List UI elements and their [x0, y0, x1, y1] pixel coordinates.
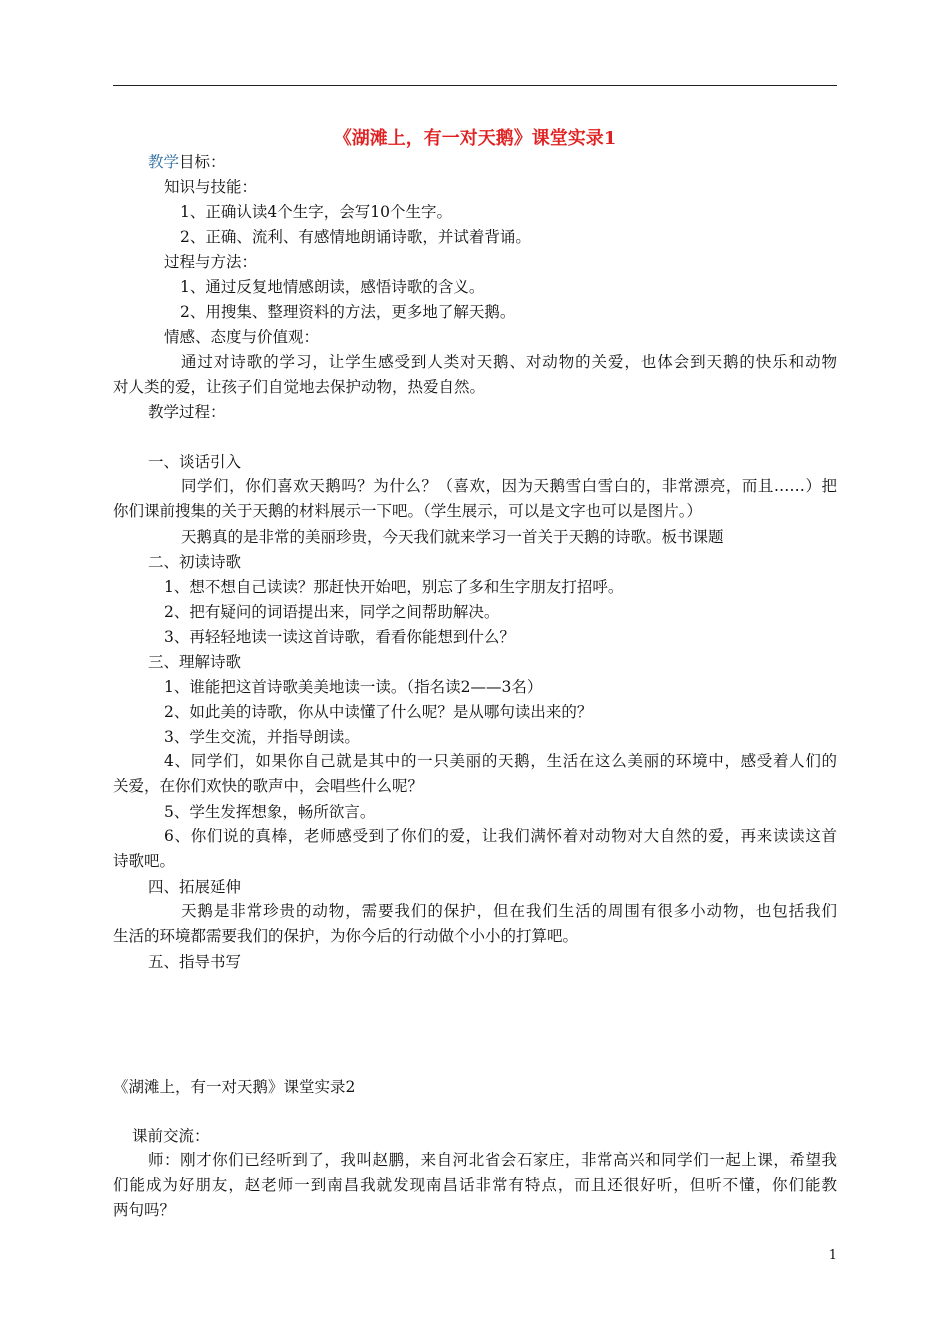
process-item-1: 1、通过反复地情感朗读，感悟诗歌的含义。: [180, 278, 485, 296]
record-2-title: 《湖滩上，有一对天鹅》课堂实录2: [113, 1078, 356, 1096]
teacher-paragraph: [113, 1148, 837, 1223]
emotion-line-2: 对人类的爱，让孩子们自觉地去保护动物，热爱自然。: [113, 378, 486, 396]
section-3-heading: 三、理解诗歌: [148, 653, 242, 671]
teacher-line-2: 们能成为好朋友，赵老师一到南昌我就发现南昌话非常有特点，而且还很好听，但听不懂，你们能教: [113, 1176, 837, 1194]
section-5-heading: 五、指导书写: [148, 953, 242, 971]
knowledge-label: 知识与技能：: [164, 178, 258, 196]
s3-item-6-line-2: 诗歌吧。: [113, 852, 176, 870]
knowledge-item-2: 2、正确、流利、有感情地朗诵诗歌，并试着背诵。: [180, 228, 531, 246]
s4-line-2: 生活的环境都需要我们的保护，为你今后的行动做个小小的打算吧。: [113, 927, 579, 945]
section-1-paragraph-2: 天鹅真的是非常的美丽珍贵，今天我们就来学习一首关于天鹅的诗歌。板书课题: [181, 528, 724, 546]
emotion-line-1: 通过对诗歌的学习，让学生感受到人类对天鹅、对动物的关爱，也体会到天鹅的快乐和动物: [181, 353, 837, 371]
s3-item-2: 2、如此美的诗歌，你从中读懂了什么呢？是从哪句读出来的？: [164, 703, 593, 721]
section-4-paragraph: [113, 899, 837, 949]
s3-item-6-line-1: 6、你们说的真棒，老师感受到了你们的爱，让我们满怀着对动物对大自然的爱，再来读读这首: [164, 827, 837, 845]
objectives-heading-blue: 教学: [148, 153, 180, 171]
s3-item-3: 3、学生交流，并指导朗读。: [164, 728, 360, 746]
section-1-heading: 一、谈话引入: [148, 453, 242, 471]
s2-item-2: 2、把有疑问的词语提出来，同学之间帮助解决。: [164, 603, 500, 621]
teacher-line-1: 师：刚才你们已经听到了，我叫赵鹏，来自河北省会石家庄，非常高兴和同学们一起上课，希望我: [148, 1151, 837, 1169]
page-number: 1: [828, 1248, 837, 1263]
pre-class-heading: 课前交流：: [132, 1127, 210, 1145]
knowledge-item-1: 1、正确认读4个生字，会写10个生字。: [180, 203, 452, 221]
emotion-label: 情感、态度与价值观：: [164, 328, 320, 346]
objectives-heading-rest: 目标：: [179, 153, 226, 171]
s4-line-1: 天鹅是非常珍贵的动物，需要我们的保护，但在我们生活的周围有很多小动物，也包括我们: [181, 902, 837, 920]
objectives-heading: [148, 152, 226, 172]
s3-item-4-line-2: 关爱，在你们欢快的歌声中，会唱些什么呢？: [113, 777, 424, 795]
emotion-paragraph: [113, 350, 837, 400]
section-2-heading: 二、初读诗歌: [148, 553, 242, 571]
process-label: 过程与方法：: [164, 253, 258, 271]
s3-item-4: [113, 749, 837, 799]
s3-item-6: [113, 824, 837, 874]
section-4-heading: 四、拓展延伸: [148, 878, 242, 896]
s3-item-1: 1、谁能把这首诗歌美美地读一读。（指名读2——3名）: [164, 678, 543, 696]
document-title: 《湖滩上，有一对天鹅》课堂实录1: [333, 128, 617, 149]
s1-p1-line-2: 你们课前搜集的关于天鹅的材料展示一下吧。（学生展示，可以是文字也可以是图片。）: [113, 502, 703, 520]
s2-item-1: 1、想不想自己读读？那赶快开始吧，别忘了多和生字朋友打招呼。: [164, 578, 624, 596]
s3-item-5: 5、学生发挥想象，畅所欲言。: [164, 803, 376, 821]
s2-item-3: 3、再轻轻地读一读这首诗歌，看看你能想到什么？: [164, 628, 515, 646]
process-item-2: 2、用搜集、整理资料的方法，更多地了解天鹅。: [180, 303, 516, 321]
s1-p1-line-1: 同学们，你们喜欢天鹅吗？为什么？（喜欢，因为天鹅雪白雪白的，非常漂亮，而且……）把: [181, 477, 837, 495]
header-rule: [113, 85, 837, 86]
section-1-paragraph-1: [113, 474, 837, 524]
process-heading: 教学过程：: [148, 403, 226, 421]
s3-item-4-line-1: 4、同学们，如果你自己就是其中的一只美丽的天鹅，生活在这么美丽的环境中，感受着人们的: [164, 752, 837, 770]
teacher-line-3: 两句吗？: [113, 1201, 176, 1219]
